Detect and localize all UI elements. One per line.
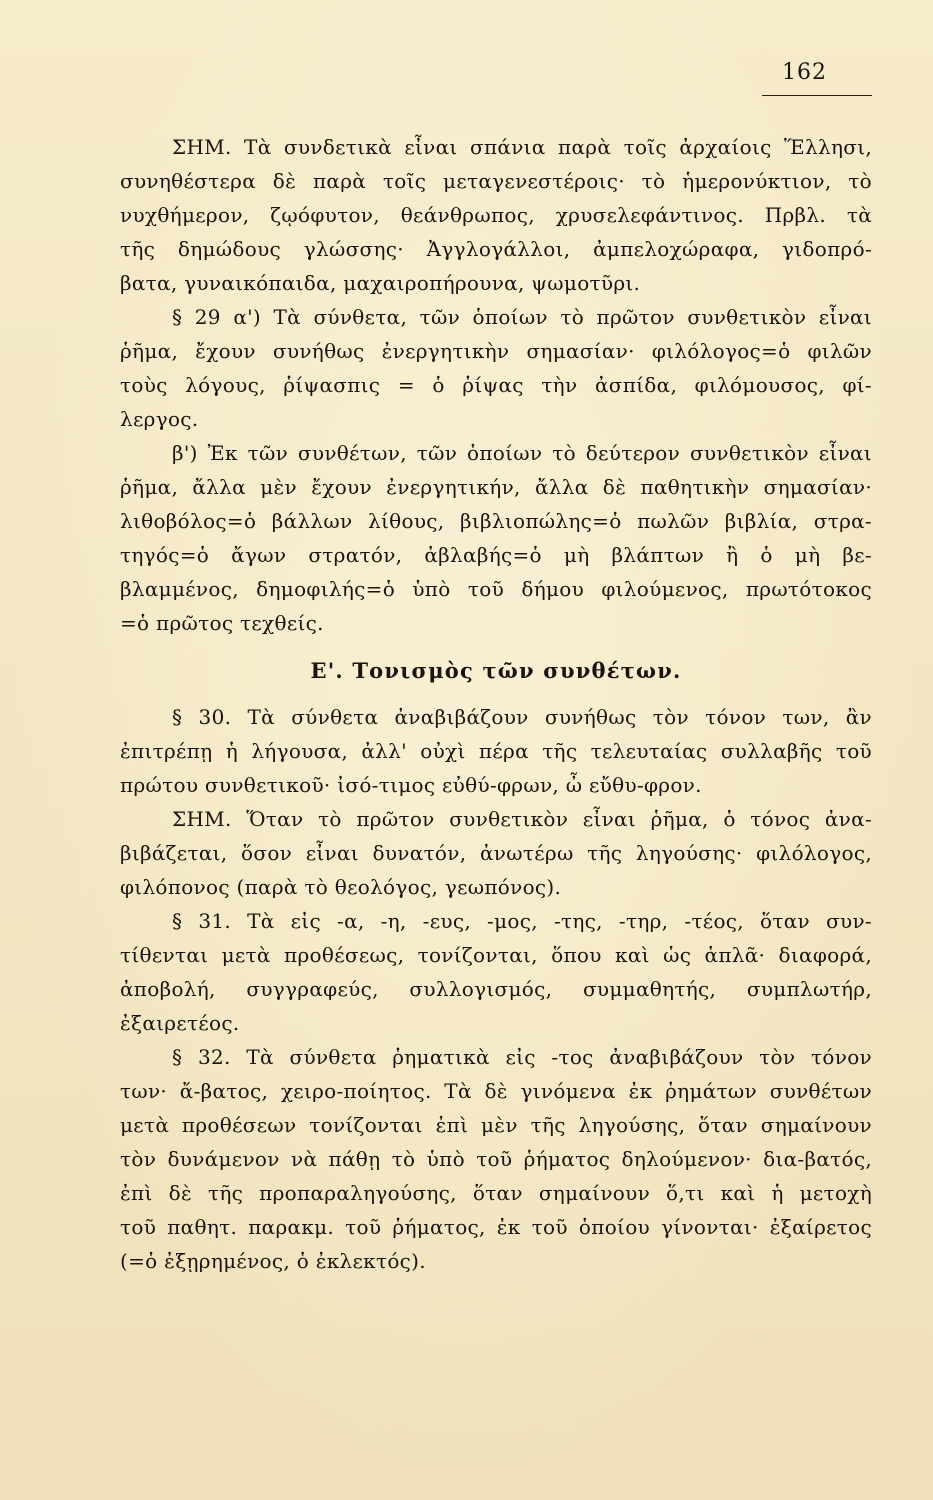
text-line: νυχθήμερον, ζῳόφυτον, θεάνθρωπος, χρυσελεφάντινος. Πρβλ. τὰ [120,203,872,227]
text-line: ῥῆμα, ἄλλα μὲν ἔχουν ἐνεργητικήν, ἄλλα δὲ παθητικὴν σημασίαν· [120,475,872,499]
text-line: τηγός=ὁ ἄγων στρατόν, ἀβλαβής=ὁ μὴ βλάπτων ἢ ὁ μὴ βε- [120,543,872,567]
text-line: των· ἄ-βατος, χειρο-ποίητος. Τὰ δὲ γινόμενα ἐκ ῥημάτων συνθέτων [120,1079,872,1103]
text-line: ΣΗΜ. Τὰ συνδετικὰ εἶναι σπάνια παρὰ τοῖς ἀρχαίοις Ἕλλησι, [172,135,872,159]
section-heading: Ε'. Τονισμὸς τῶν συνθέτων. [310,658,682,683]
text-line: ΣΗΜ. Ὅταν τὸ πρῶτον συνθετικὸν εἶναι ῥῆμα, ὁ τόνος ἀνα- [172,807,872,831]
text-line: ἀποβολή, συγγραφεύς, συλλογισμός, συμμαθητής, συμπλωτήρ, [120,977,872,1001]
text-line: § 29 α') Τὰ σύνθετα, τῶν ὁποίων τὸ πρῶτον συνθετικὸν εἶναι [172,305,872,329]
text-line: τίθενται μετὰ προθέσεως, τονίζονται, ὅπου καὶ ὡς ἁπλᾶ· διαφορά, [120,943,872,967]
text-line: ῥῆμα, ἔχουν συνήθως ἐνεργητικὴν σημασίαν· φιλόλογος=ὁ φιλῶν [120,339,872,363]
text-line: τῆς δημώδους γλώσσης· Ἀγγλογάλλοι, ἀμπελοχώραφα, γιδοπρό- [120,237,872,261]
text-line: § 32. Τὰ σύνθετα ῥηματικὰ εἰς -τος ἀναβιβάζουν τὸν τόνον [172,1045,872,1069]
text-line: ἐπιτρέπῃ ἡ λήγουσα, ἀλλ' οὐχὶ πέρα τῆς τελευταίας συλλαβῆς τοῦ [120,739,872,763]
text-line: ἐξαιρετέος. [120,1011,240,1035]
text-line: μετὰ προθέσεων τονίζονται ἐπὶ μὲν τῆς ληγούσης, ὅταν σημαίνουν [120,1113,872,1137]
text-line: συνηθέστερα δὲ παρὰ τοῖς μεταγενεστέροις· τὸ ἡμερονύκτιον, τὸ [120,169,872,193]
text-line: πρώτου συνθετικοῦ· ἰσό-τιμος εὐθύ-φρων, ὦ εὔθυ-φρον. [120,773,702,797]
text-line: βλαμμένος, δημοφιλής=ὁ ὑπὸ τοῦ δήμου φιλούμενος, πρωτότοκος [120,577,872,601]
text-line: τοῦ παθητ. παρακμ. τοῦ ῥήματος, ἐκ τοῦ ὁποίου γίνονται· ἐξαίρετος [120,1215,872,1239]
page-number: 162 [782,60,827,85]
text-line: τοὺς λόγους, ῥίψασπις = ὁ ῥίψας τὴν ἀσπίδα, φιλόμουσος, φί- [120,373,872,397]
text-line: βατα, γυναικόπαιδα, μαχαιροπήρουνα, ψωμοτῦρι. [120,271,641,295]
text-line: =ὁ πρῶτος τεχθείς. [120,611,324,635]
text-line: § 31. Τὰ εἰς -α, -η, -ευς, -μος, -της, -τηρ, -τέος, ὅταν συν- [172,909,872,933]
text-line: βιβάζεται, ὅσον εἶναι δυνατόν, ἀνωτέρω τῆς ληγούσης· φιλόλογος, [120,841,872,865]
text-line: λιθοβόλος=ὁ βάλλων λίθους, βιβλιοπώλης=ὁ πωλῶν βιβλία, στρα- [120,509,872,533]
text-line: § 30. Τὰ σύνθετα ἀναβιβάζουν συνήθως τὸν τόνον των, ἂν [172,705,872,729]
page-number-rule [762,95,872,96]
text-line: λεργος. [120,407,199,431]
text-line: ἐπὶ δὲ τῆς προπαραληγούσης, ὅταν σημαίνουν ὅ,τι καὶ ἡ μετοχὴ [120,1181,872,1205]
text-line: (=ὁ ἐξῃρημένος, ὁ ἐκλεκτός). [120,1249,426,1273]
text-line: φιλόπονος (παρὰ τὸ θεολόγος, γεωπόνος). [120,875,562,899]
text-line: τὸν δυνάμενον νὰ πάθῃ τὸ ὑπὸ τοῦ ῥήματος δηλούμενον· δια-βατός, [120,1147,872,1171]
text-line: β') Ἐκ τῶν συνθέτων, τῶν ὁποίων τὸ δεύτερον συνθετικὸν εἶναι [172,441,872,465]
text-body [120,130,872,1278]
